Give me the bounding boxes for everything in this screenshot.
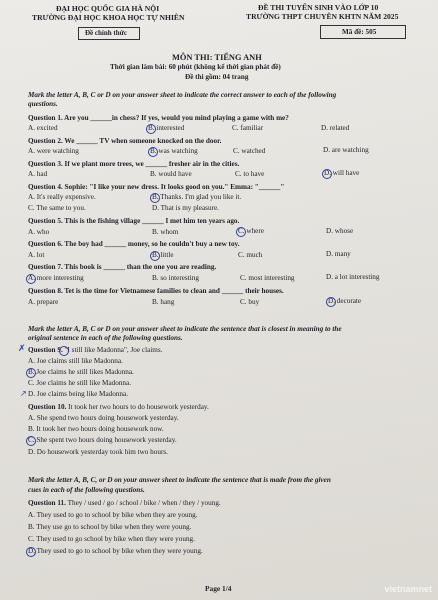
q4-option-c: C. The same to you. [28, 204, 86, 212]
section1-instruction-cont: questions. [28, 100, 58, 108]
q10-option-c: C. She spent two hours doing housework yesterday. [28, 436, 177, 444]
q5-option-a: A. who [28, 228, 50, 236]
section3-instruction-cont: cues in each of the following questions. [28, 486, 145, 494]
question-6: Question 6. The boy had ______ money, so he couldn't buy a new toy. [28, 240, 240, 248]
answer-mark-q9 [26, 368, 36, 378]
q7-option-c: C. most interesting [240, 274, 295, 282]
q2-option-d: D. are watching [323, 146, 369, 154]
answer-mark-q3 [322, 169, 332, 179]
subject-title: MÔN THI: TIẾNG ANH [172, 53, 262, 62]
q3-option-a: A. had [28, 170, 48, 178]
q7-option-d: D. a lot interesting [326, 273, 380, 281]
answer-mark-q10 [26, 436, 36, 446]
question-2: Question 2. We ______ TV when someone knocked on the door. [28, 137, 222, 145]
question-9: Question 9. "I still like Madonna", Joe claims. [28, 346, 163, 354]
q6-option-d: D. many [326, 250, 351, 258]
exam-code-box [320, 25, 406, 39]
exam-title: ĐỀ THI TUYỂN SINH VÀO LỚP 10 [258, 3, 379, 12]
q1-option-c: C. familiar [232, 124, 264, 132]
q2-option-c: C. watched [233, 147, 266, 155]
q11-option-b: B. They use go to school by bike when they were young. [28, 523, 192, 531]
q3-option-c: C. to have [235, 170, 265, 178]
page-number: Page 1/4 [205, 584, 232, 593]
answer-mark-q1 [146, 124, 156, 134]
q6-option-b: B. little [152, 251, 174, 259]
answer-mark-q6 [150, 251, 160, 261]
school-name: TRƯỜNG ĐẠI HỌC KHOA HỌC TỰ NHIÊN [32, 13, 185, 22]
exam-code: Mã đề: 505 [342, 27, 377, 36]
q4-option-b: B. Thanks. I'm glad you like it. [152, 193, 242, 201]
q1-option-d: D. related [321, 124, 350, 132]
answer-mark-q11 [26, 547, 36, 557]
q9-option-b: B. Joe claims he still likes Madonna. [28, 368, 134, 376]
q10-option-b: B. It took her two hours doing housework now. [28, 425, 164, 433]
q8-option-a: A. prepare [28, 298, 59, 306]
section3-instruction: Mark the letter A, B, C, or D on your answer sheet to indicate the sentence that is made from the given [28, 476, 331, 484]
q5-option-c: C. where [238, 227, 264, 235]
question-10: Question 10. It took her two hours to do housework yesterday. [28, 403, 209, 411]
q10-option-d: D. Do housework yesterday took him two hours. [28, 448, 168, 456]
official-label: Đề chính thức [85, 29, 127, 37]
question-4: Question 4. Sophie: "I like your new dress. It looks good on you." Emma: "______" [28, 183, 285, 191]
q4-option-a: A. It's really expensive. [28, 193, 96, 201]
question-3: Question 3. If we plant more trees, we ______ fresher air in the cities. [28, 160, 240, 168]
page-count: Đề thi gồm: 04 trang [185, 73, 249, 81]
vietnamnet-logo: vietnamnet [384, 584, 432, 594]
answer-mark-q8 [326, 297, 336, 307]
pen-tick-mark: ↗ [20, 389, 27, 398]
answer-mark-q7 [26, 274, 36, 284]
answer-mark-q5 [236, 227, 246, 237]
section1-instruction: Mark the letter A, B, C or D on your answer sheet to indicate the correct answer to each of the following [28, 91, 337, 99]
q8-option-d: D. decorate [328, 297, 362, 305]
q3-option-d: D. will have [324, 169, 360, 177]
question-11: Question 11. They / used / go / school / bike / when / they / young. [28, 499, 221, 507]
university-name: ĐẠI HỌC QUỐC GIA HÀ NỘI [56, 4, 160, 13]
q5-option-d: D. whose [326, 227, 354, 235]
q6-option-c: C. much [238, 251, 263, 259]
q7-option-a: A. more interesting [28, 274, 84, 282]
q9-option-c: C. Joe claims he still like Madonna. [28, 379, 132, 387]
q11-option-c: C. They used to go school by bike when they were young. [28, 535, 195, 543]
exam-school: TRƯỜNG THPT CHUYÊN KHTN NĂM 2025 [246, 12, 399, 21]
q9-option-d: D. Joe claims being like Madonna. [28, 390, 129, 398]
q8-option-b: B. hang [152, 298, 175, 306]
question-7: Question 7. This book is ______ than the one you are reading. [28, 263, 217, 271]
q7-option-b: B. so interesting [152, 274, 199, 282]
time-note: Thời gian làm bài: 60 phút (không kể thời gian phát đề) [110, 63, 281, 71]
pen-circle-q9 [59, 346, 69, 356]
question-5: Question 5. This is the fishing village ______ I met him ten years ago. [28, 217, 240, 225]
q10-option-a: A. She spend two hours doing housework yesterday. [28, 414, 179, 422]
q9-option-a: A. Joe claims still like Madonna. [28, 357, 123, 365]
q6-option-a: A. lot [28, 251, 45, 259]
question-1: Question 1. Are you ______in chess? If yes, would you mind playing a game with me? [28, 114, 289, 122]
answer-mark-q2 [148, 147, 158, 157]
section2-instruction: Mark the letter A, B, C or D on your answer sheet to indicate the sentence that is closest in meaning to the [28, 325, 342, 333]
q8-option-c: C. buy [240, 298, 260, 306]
q1-option-a: A. excited [28, 124, 58, 132]
answer-mark-q4 [150, 193, 160, 203]
q2-option-b: B. was watching [150, 147, 198, 155]
pen-x-mark: ✗ [18, 343, 26, 353]
q11-option-d: D. They used to go to school by bike when they were young. [28, 547, 203, 555]
question-8: Question 8. Tet is the time for Vietnamese families to clean and ______ their houses. [28, 287, 284, 295]
q11-option-a: A. They used to go to school by bike when they are young. [28, 511, 198, 519]
q5-option-b: B. whom [152, 228, 179, 236]
q2-option-a: A. were watching [28, 147, 79, 155]
official-label-box [78, 27, 140, 40]
q4-option-d: D. That is my pleasure. [152, 204, 219, 212]
q1-option-b: B. interested [148, 124, 185, 132]
section2-instruction-cont: original sentence in each of the following questions. [28, 334, 183, 342]
q3-option-b: B. would have [150, 170, 192, 178]
